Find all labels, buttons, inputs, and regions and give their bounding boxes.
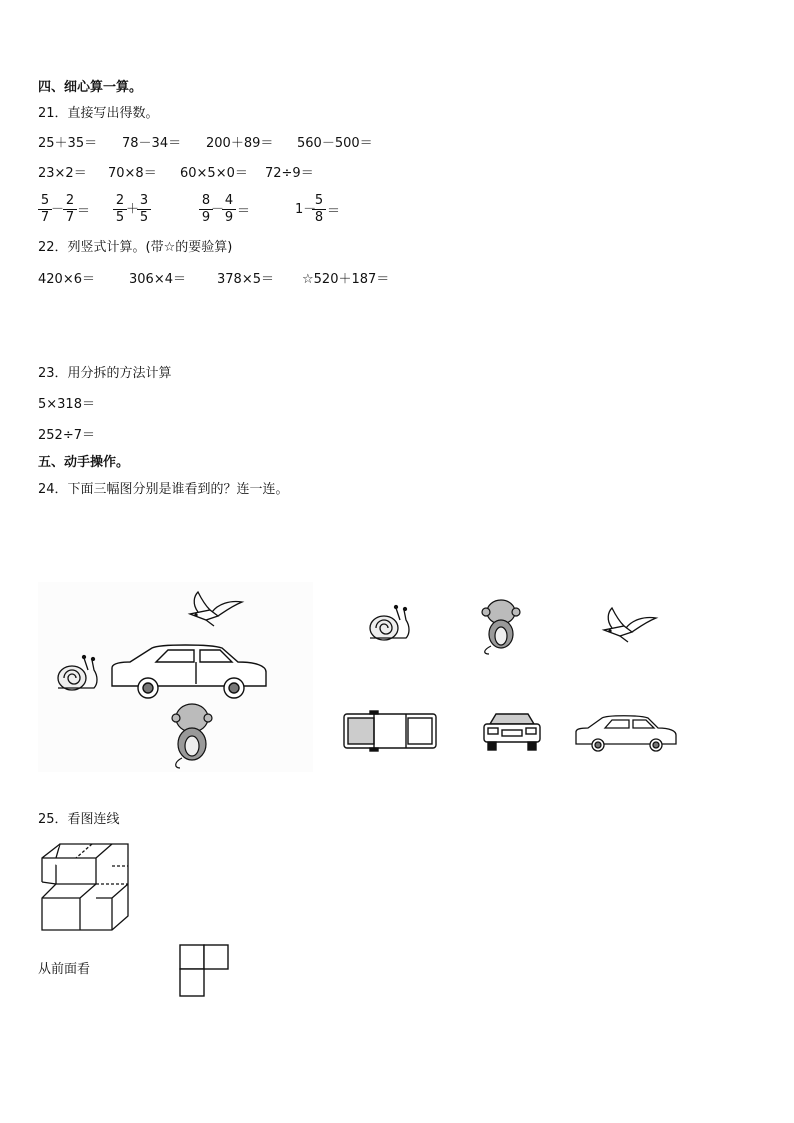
q21-expr: 78－34＝ <box>122 136 182 151</box>
numerator: 3 <box>139 193 149 208</box>
q21-expr: 25＋35＝ <box>38 136 98 151</box>
q21-expr: 23×2＝ <box>38 166 87 181</box>
numerator: 5 <box>314 193 324 208</box>
fraction <box>63 194 77 225</box>
q22-expr: 378×5＝ <box>217 272 274 287</box>
fraction <box>137 194 151 225</box>
q25-view-label: 从前面看 <box>38 962 91 977</box>
numerator: 8 <box>201 193 211 208</box>
denominator: 5 <box>139 210 149 225</box>
car-front-view-icon <box>480 710 544 754</box>
equals: ＝ <box>327 204 341 219</box>
numerator: 5 <box>40 193 50 208</box>
denominator: 5 <box>115 210 125 225</box>
fraction <box>38 194 52 225</box>
denominator: 7 <box>65 210 75 225</box>
numerator: 2 <box>65 193 75 208</box>
q22-expr: 420×6＝ <box>38 272 95 287</box>
section-5-title: 五、动手操作。 <box>38 455 130 470</box>
car-side-view-icon <box>574 712 678 752</box>
numerator: 4 <box>224 193 234 208</box>
q23-expr: 252÷7＝ <box>38 428 95 443</box>
front-view-figure <box>179 944 229 998</box>
operator: － <box>51 202 65 217</box>
q23-title: 23．用分拆的方法计算 <box>38 366 172 381</box>
denominator: 9 <box>201 210 211 225</box>
car-top-view-icon <box>342 710 438 752</box>
q22-expr: 306×4＝ <box>129 272 186 287</box>
q24-scene <box>38 582 313 772</box>
denominator: 7 <box>40 210 50 225</box>
q21-expr: 70×8＝ <box>108 166 157 181</box>
q25-title: 25．看图连线 <box>38 812 120 827</box>
snail-viewer-icon <box>366 604 410 644</box>
denominator: 9 <box>224 210 234 225</box>
q21-expr: 72÷9＝ <box>265 166 314 181</box>
q21-expr: 560－500＝ <box>297 136 373 151</box>
q24-title: 24．下面三幅图分别是谁看到的？连一连。 <box>38 482 289 497</box>
cube-stack-figure <box>40 838 130 934</box>
monkey-viewer-icon <box>479 598 525 654</box>
operator: ＋ <box>126 202 140 217</box>
q23-expr: 5×318＝ <box>38 397 95 412</box>
denominator: 8 <box>314 210 324 225</box>
fraction <box>312 194 326 225</box>
fraction <box>113 194 127 225</box>
q22-title: 22．列竖式计算。(带☆的要验算) <box>38 240 233 255</box>
operator: － <box>211 202 225 217</box>
q21-title: 21．直接写出得数。 <box>38 106 159 121</box>
numerator: 2 <box>115 193 125 208</box>
bird-viewer-icon <box>602 606 660 646</box>
equals: ＝ <box>237 204 251 219</box>
q21-expr: 60×5×0＝ <box>180 166 248 181</box>
fraction <box>222 194 236 225</box>
section-4-title: 四、细心算一算。 <box>38 80 143 95</box>
operator: 1－ <box>295 202 317 217</box>
equals: ＝ <box>77 204 91 219</box>
q22-expr: ☆520＋187＝ <box>302 272 390 287</box>
q21-expr: 200＋89＝ <box>206 136 274 151</box>
